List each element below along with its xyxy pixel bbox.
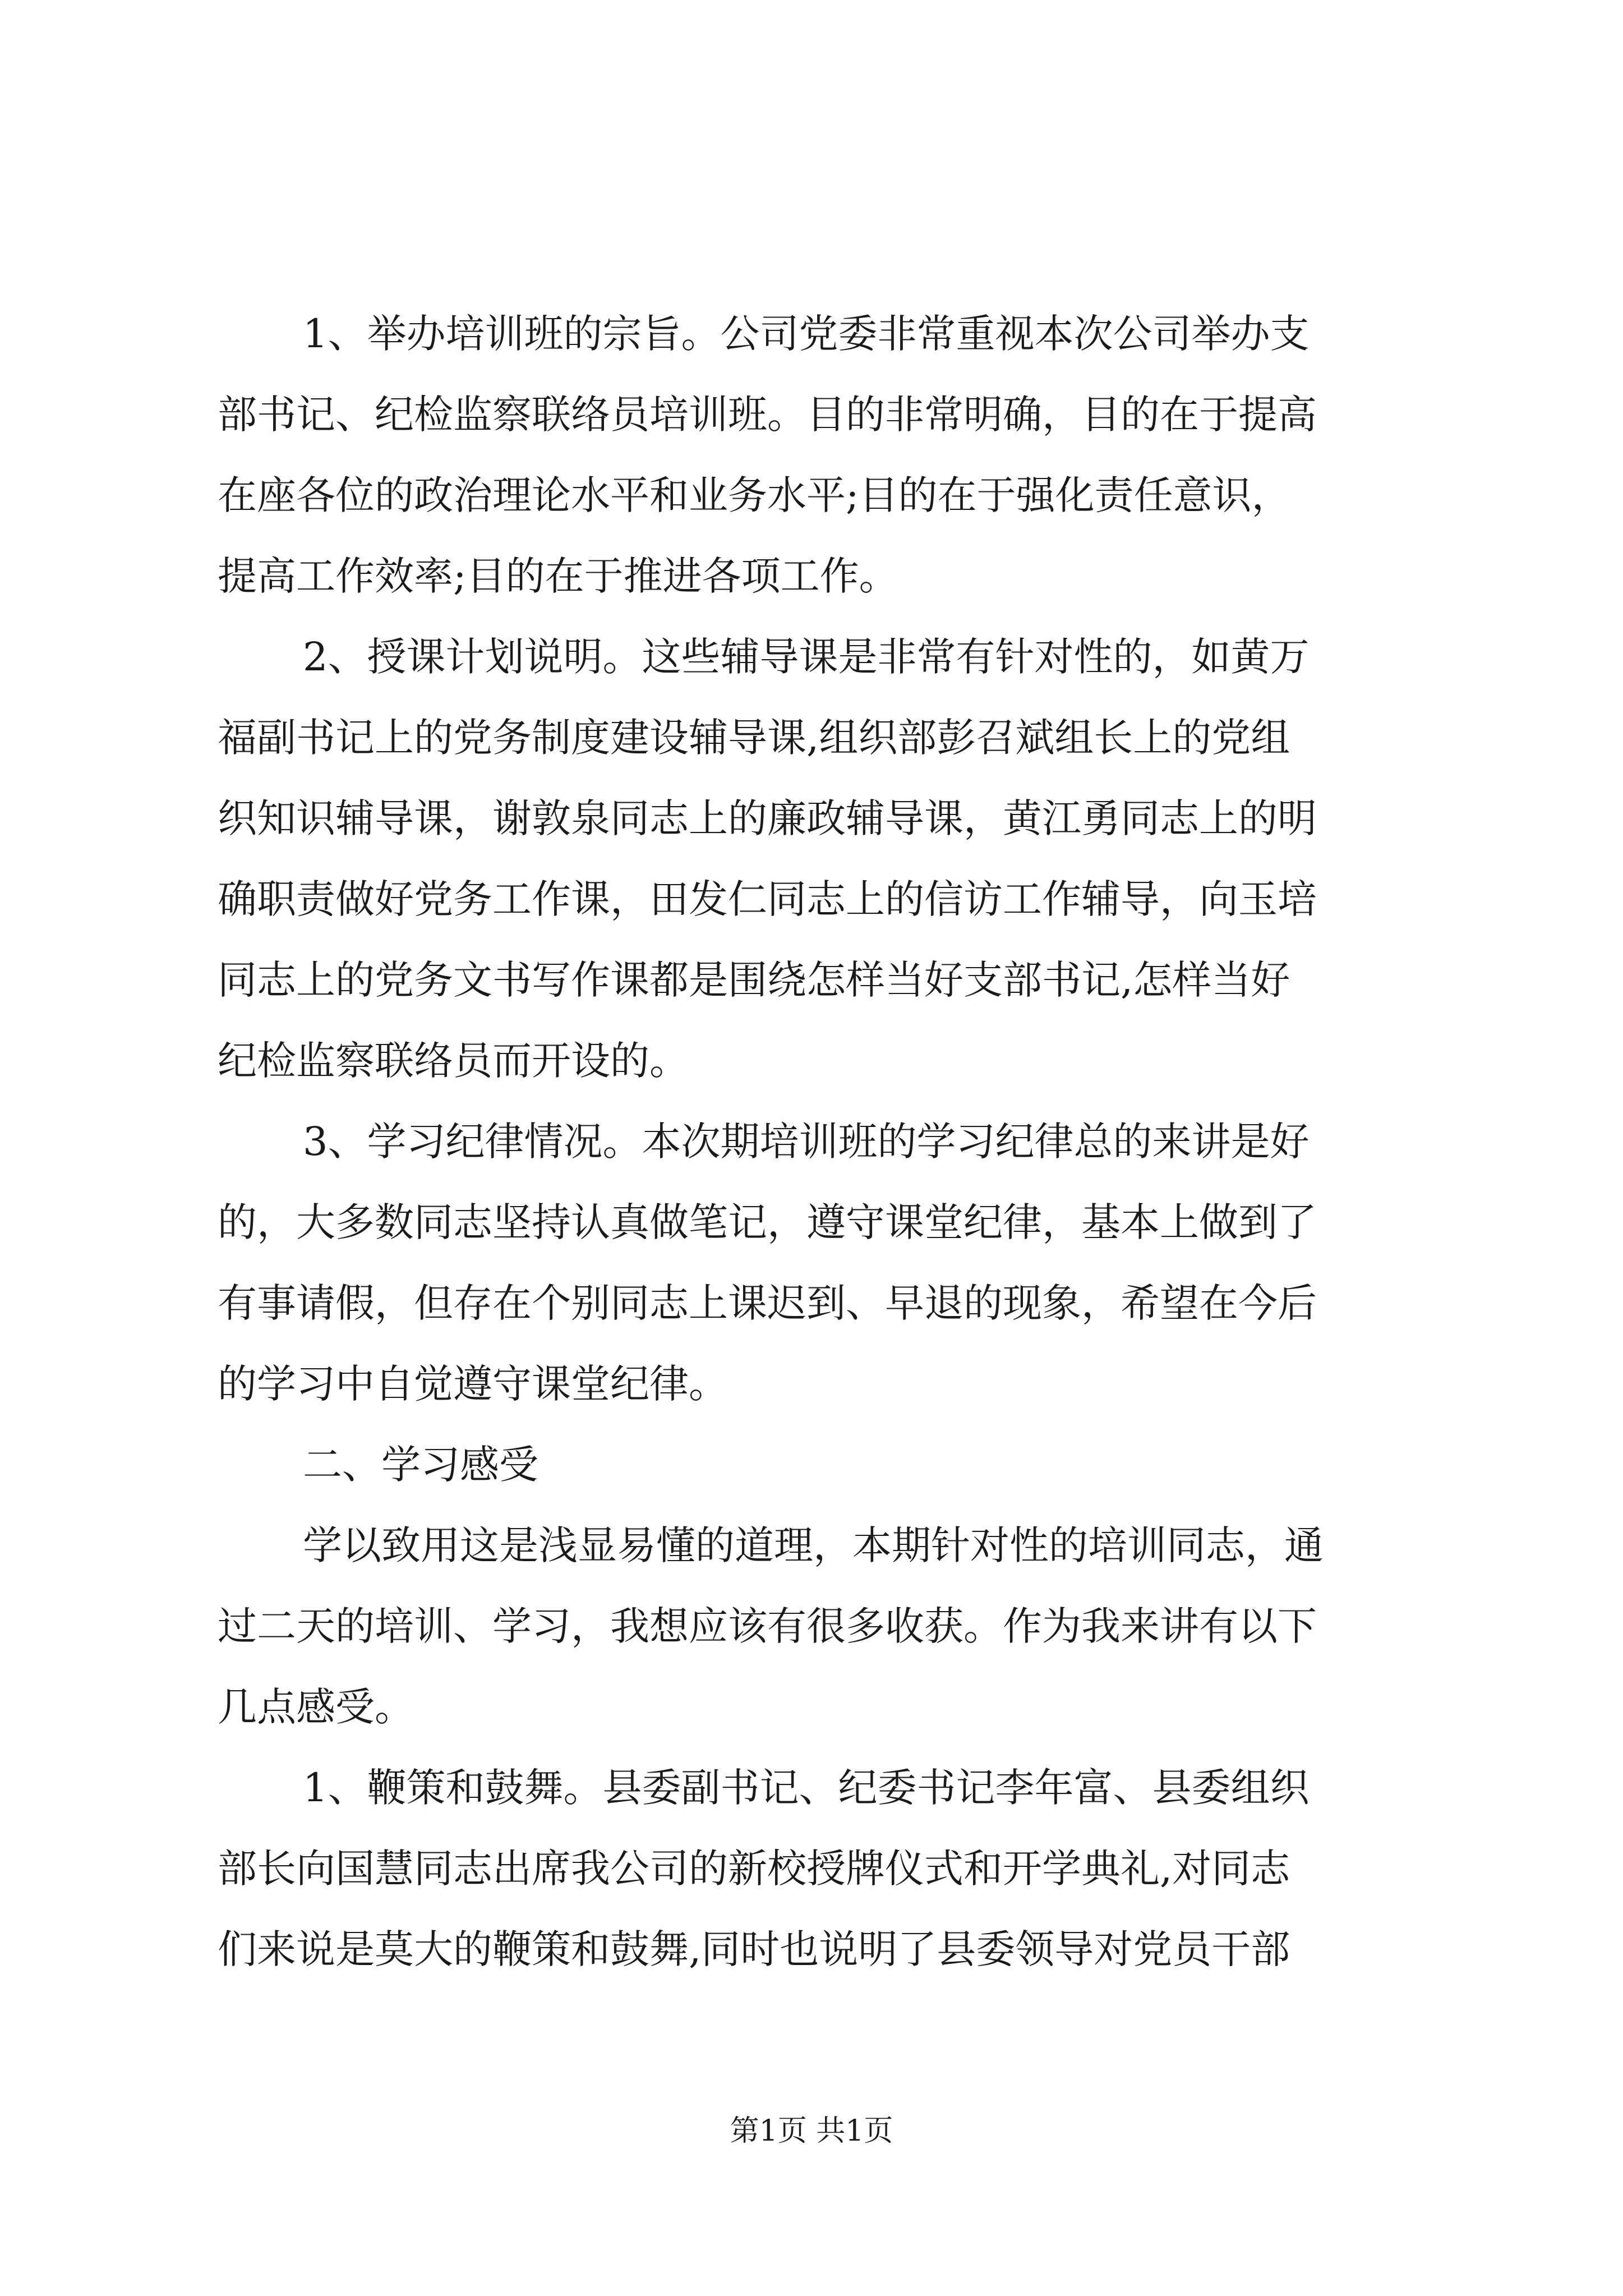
text-line: 福副书记上的党务制度建设辅导课,组织部彭召斌组长上的党组 <box>218 715 1290 761</box>
text-line: 确职责做好党务工作课，田发仁同志上的信访工作辅导，向玉培 <box>218 876 1317 922</box>
text-line: 们来说是莫大的鞭策和鼓舞,同时也说明了县委领导对党员干部 <box>218 1926 1290 1972</box>
page-number-footer: 第1页 共1页 <box>730 2114 893 2148</box>
text-line: 1、鞭策和鼓舞。县委副书记、纪委书记李年富、县委组织 <box>303 1765 1310 1811</box>
text-line: 同志上的党务文书写作课都是围绕怎样当好支部书记,怎样当好 <box>218 957 1290 1003</box>
text-line: 过二天的培训、学习，我想应该有很多收获。作为我来讲有以下 <box>218 1603 1317 1649</box>
text-line: 部长向国慧同志出席我公司的新校授牌仪式和开学典礼,对同志 <box>218 1846 1290 1892</box>
text-line: 部书记、纪检监察联络员培训班。目的非常明确，目的在于提高 <box>218 392 1317 438</box>
text-line: 织知识辅导课，谢敦泉同志上的廉政辅导课，黄江勇同志上的明 <box>218 795 1317 841</box>
text-line: 1、举办培训班的宗旨。公司党委非常重视本次公司举办支 <box>303 311 1310 357</box>
text-line: 2、授课计划说明。这些辅导课是非常有针对性的，如黄万 <box>303 634 1310 680</box>
text-line: 有事请假，但存在个别同志上课迟到、早退的现象，希望在今后 <box>218 1280 1317 1326</box>
text-line: 3、学习纪律情况。本次期培训班的学习纪律总的来讲是好 <box>303 1119 1310 1165</box>
text-line: 的学习中自觉遵守课堂纪律。 <box>218 1361 728 1407</box>
text-line: 纪检监察联络员而开设的。 <box>218 1038 689 1084</box>
text-line: 提高工作效率;目的在于推进各项工作。 <box>218 553 898 599</box>
section-heading: 二、学习感受 <box>303 1442 538 1488</box>
text-line: 的，大多数同志坚持认真做笔记，遵守课堂纪律，基本上做到了 <box>218 1199 1317 1245</box>
text-line: 学以致用这是浅显易懂的道理，本期针对性的培训同志，通 <box>303 1522 1324 1568</box>
text-line: 几点感受。 <box>218 1684 414 1730</box>
text-line: 在座各位的政治理论水平和业务水平;目的在于强化责任意识， <box>218 472 1291 518</box>
